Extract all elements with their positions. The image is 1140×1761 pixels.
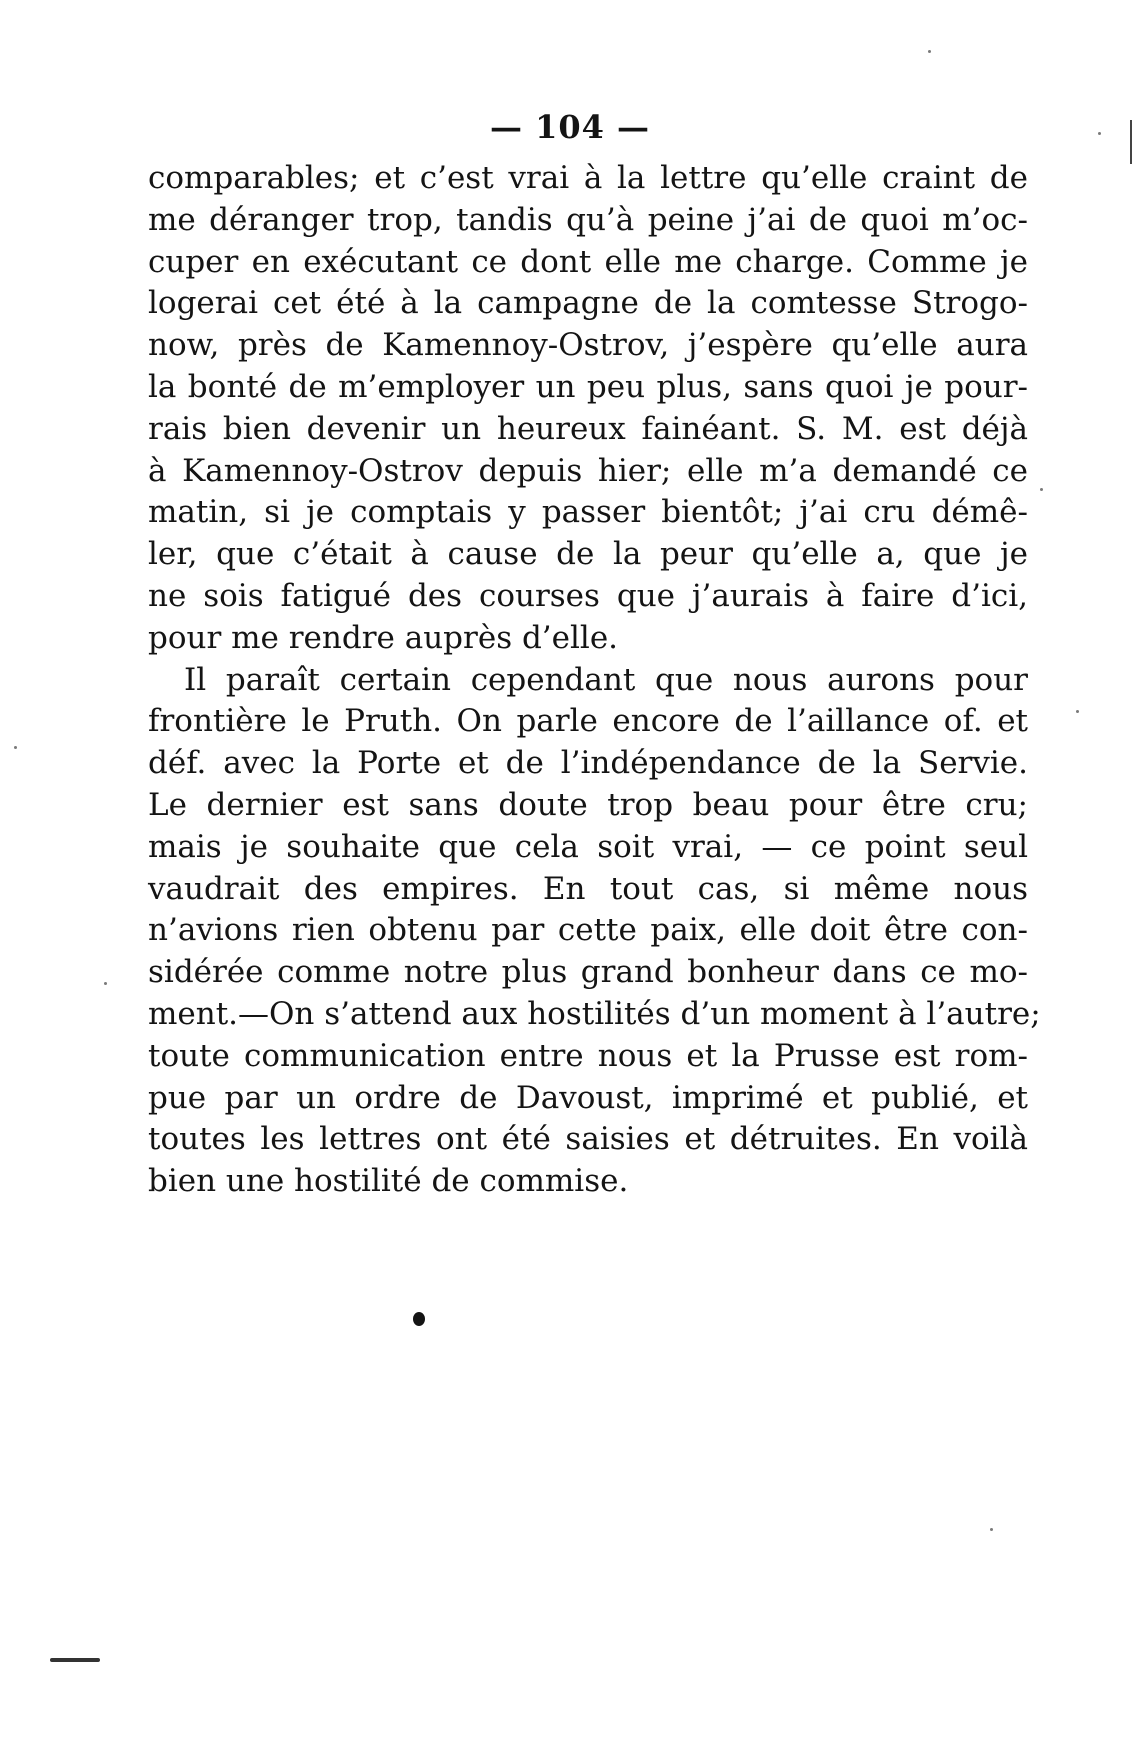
text-line: ment.—On s’attend aux hostilités d’un moment à l’autre; [148, 995, 1041, 1032]
text-line: pue par un ordre de Davoust, imprimé et publié, et [148, 1079, 1028, 1116]
page-edge-mark [1130, 120, 1132, 164]
text-line: comparables; et c’est vrai à la lettre qu’elle craint de [148, 160, 1028, 196]
paper-speck [1076, 710, 1079, 713]
text-line: rais bien devenir un heureux fainéant. S. M. est déjà [148, 410, 1028, 447]
body-text [148, 158, 1041, 1203]
text-line: logerai cet été à la campagne de la comtesse Strogo- [148, 285, 1028, 322]
text-line: me déranger trop, tandis qu’à peine j’ai de quoi m’oc- [148, 201, 1028, 238]
paper-speck [1040, 488, 1043, 491]
text-line: matin, si je comptais y passer bientôt; j’ai cru démê- [148, 494, 1028, 531]
paper-speck [928, 50, 931, 53]
margin-rule-mark [50, 1658, 100, 1662]
text-line: cuper en exécutant ce dont elle me charge. Comme je [148, 243, 1028, 280]
text-line: la bonté de m’employer un peu plus, sans quoi je pour- [148, 368, 1028, 405]
text-line: toute communication entre nous et la Prusse est rom- [148, 1037, 1028, 1074]
paper-speck [14, 746, 17, 749]
text-line: ne sois fatigué des courses que j’aurais à faire d’ici, [148, 577, 1028, 614]
paragraph-end-line: pour me rendre auprès d’elle. [148, 619, 619, 656]
text-line: frontière le Pruth. On parle encore de l’aillance of. et [148, 703, 1028, 740]
text-line: vaudrait des empires. En tout cas, si même nous [148, 870, 1028, 907]
text-line: ler, que c’était à cause de la peur qu’elle a, que je [148, 536, 1028, 573]
text-line: mais je souhaite que cela soit vrai, — ce point seul [148, 828, 1028, 865]
page-number: — 104 — [489, 108, 651, 146]
paper-speck [990, 1528, 993, 1531]
printed-bullet-mark [413, 1312, 425, 1326]
text-line: n’avions rien obtenu par cette paix, elle doit être con- [148, 912, 1028, 949]
paragraph-start-line: Il paraît certain cependant que nous aurons pour [184, 661, 1028, 698]
paragraph-end-line: bien une hostilité de commise. [148, 1163, 629, 1200]
text-line: sidérée comme notre plus grand bonheur dans ce mo- [148, 954, 1028, 991]
text-line: à Kamennoy-Ostrov depuis hier; elle m’a demandé ce [148, 452, 1028, 489]
paper-speck [1098, 132, 1101, 135]
text-line: now, près de Kamennoy-Ostrov, j’espère qu’elle aura [148, 327, 1028, 364]
text-line: déf. avec la Porte et de l’indépendance de la Servie. [148, 745, 1028, 782]
text-line: toutes les lettres ont été saisies et détruites. En voilà [148, 1121, 1028, 1158]
text-line: Le dernier est sans doute trop beau pour être cru; [148, 786, 1028, 823]
paper-speck [104, 982, 107, 985]
